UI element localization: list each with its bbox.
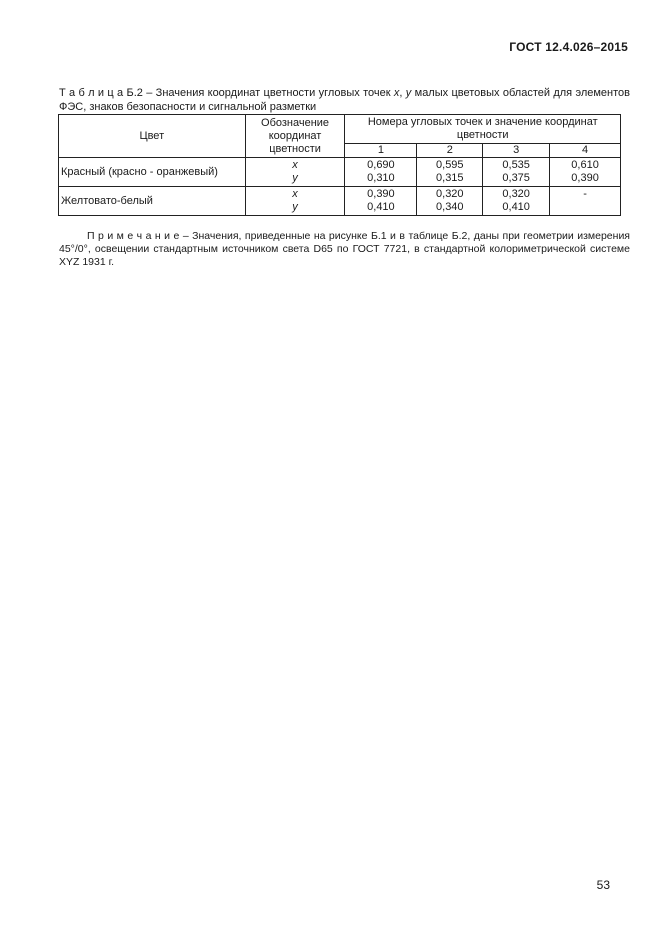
value-x: 0,535 — [502, 159, 530, 171]
chromaticity-table — [58, 114, 621, 216]
header-designation: Обозначение координат цветности — [245, 115, 345, 158]
coord-y: y — [292, 201, 298, 213]
header-point-2: 2 — [417, 144, 483, 158]
value-y: 0,410 — [502, 201, 530, 213]
table-row — [59, 158, 621, 187]
table-caption — [59, 86, 630, 114]
row-coords — [245, 187, 345, 216]
caption-x: x — [393, 87, 400, 99]
row-value-4 — [550, 158, 621, 187]
row-color: Желтовато-белый — [59, 187, 246, 216]
row-value-4 — [550, 187, 621, 216]
header-point-4: 4 — [550, 144, 621, 158]
note-label: П р и м е ч а н и е — [87, 230, 180, 242]
header-point-3: 3 — [483, 144, 550, 158]
header-color: Цвет — [59, 115, 246, 158]
header-points: Номера угловых точек и значение координат цветности — [345, 115, 621, 144]
value-x: 0,610 — [571, 159, 599, 171]
coord-y: y — [292, 172, 298, 184]
note-text: – Значения, приведенные на рисунке Б.1 и в таблице Б.2, даны при геометрии измерения 45°/0°, освещении стандартным источником света D65 по ГОСТ 7721, в стандартной колориметрической системе XYZ 1931 г. — [59, 230, 630, 268]
caption-text-2: малых цветовых областей для элементов ФЭС, знаков безопасности и сигнальной разметки — [59, 87, 631, 113]
caption-text-1: – Значения координат цветности угловых точек — [142, 87, 394, 99]
value-y: 0,375 — [502, 172, 530, 184]
value-y: 0,315 — [436, 172, 464, 184]
row-value-3 — [483, 158, 550, 187]
value-x: - — [583, 188, 587, 200]
value-x: 0,320 — [436, 188, 464, 200]
row-color: Красный (красно - оранжевый) — [59, 158, 246, 187]
value-x: 0,690 — [367, 159, 395, 171]
document-code: ГОСТ 12.4.026–2015 — [509, 40, 628, 54]
coord-x: x — [292, 159, 298, 171]
caption-y: y — [405, 87, 412, 99]
caption-label: Т а б л и ц а — [59, 87, 124, 99]
value-y: 0,410 — [367, 201, 395, 213]
table-note — [59, 230, 630, 269]
row-value-1 — [345, 187, 417, 216]
table-header-row — [59, 115, 621, 144]
header-point-1: 1 — [345, 144, 417, 158]
value-x: 0,595 — [436, 159, 464, 171]
value-y: 0,390 — [571, 172, 599, 184]
table-row — [59, 187, 621, 216]
value-y: 0,310 — [367, 172, 395, 184]
value-y — [552, 201, 618, 214]
coord-x: x — [292, 188, 298, 200]
page-number: 53 — [596, 878, 610, 892]
row-value-3 — [483, 187, 550, 216]
row-value-2 — [417, 158, 483, 187]
row-value-2 — [417, 187, 483, 216]
value-y: 0,340 — [436, 201, 464, 213]
value-x: 0,390 — [367, 188, 395, 200]
row-coords — [245, 158, 345, 187]
caption-number: Б.2 — [126, 87, 143, 99]
row-value-1 — [345, 158, 417, 187]
caption-sep: , — [399, 87, 406, 99]
value-x: 0,320 — [502, 188, 530, 200]
